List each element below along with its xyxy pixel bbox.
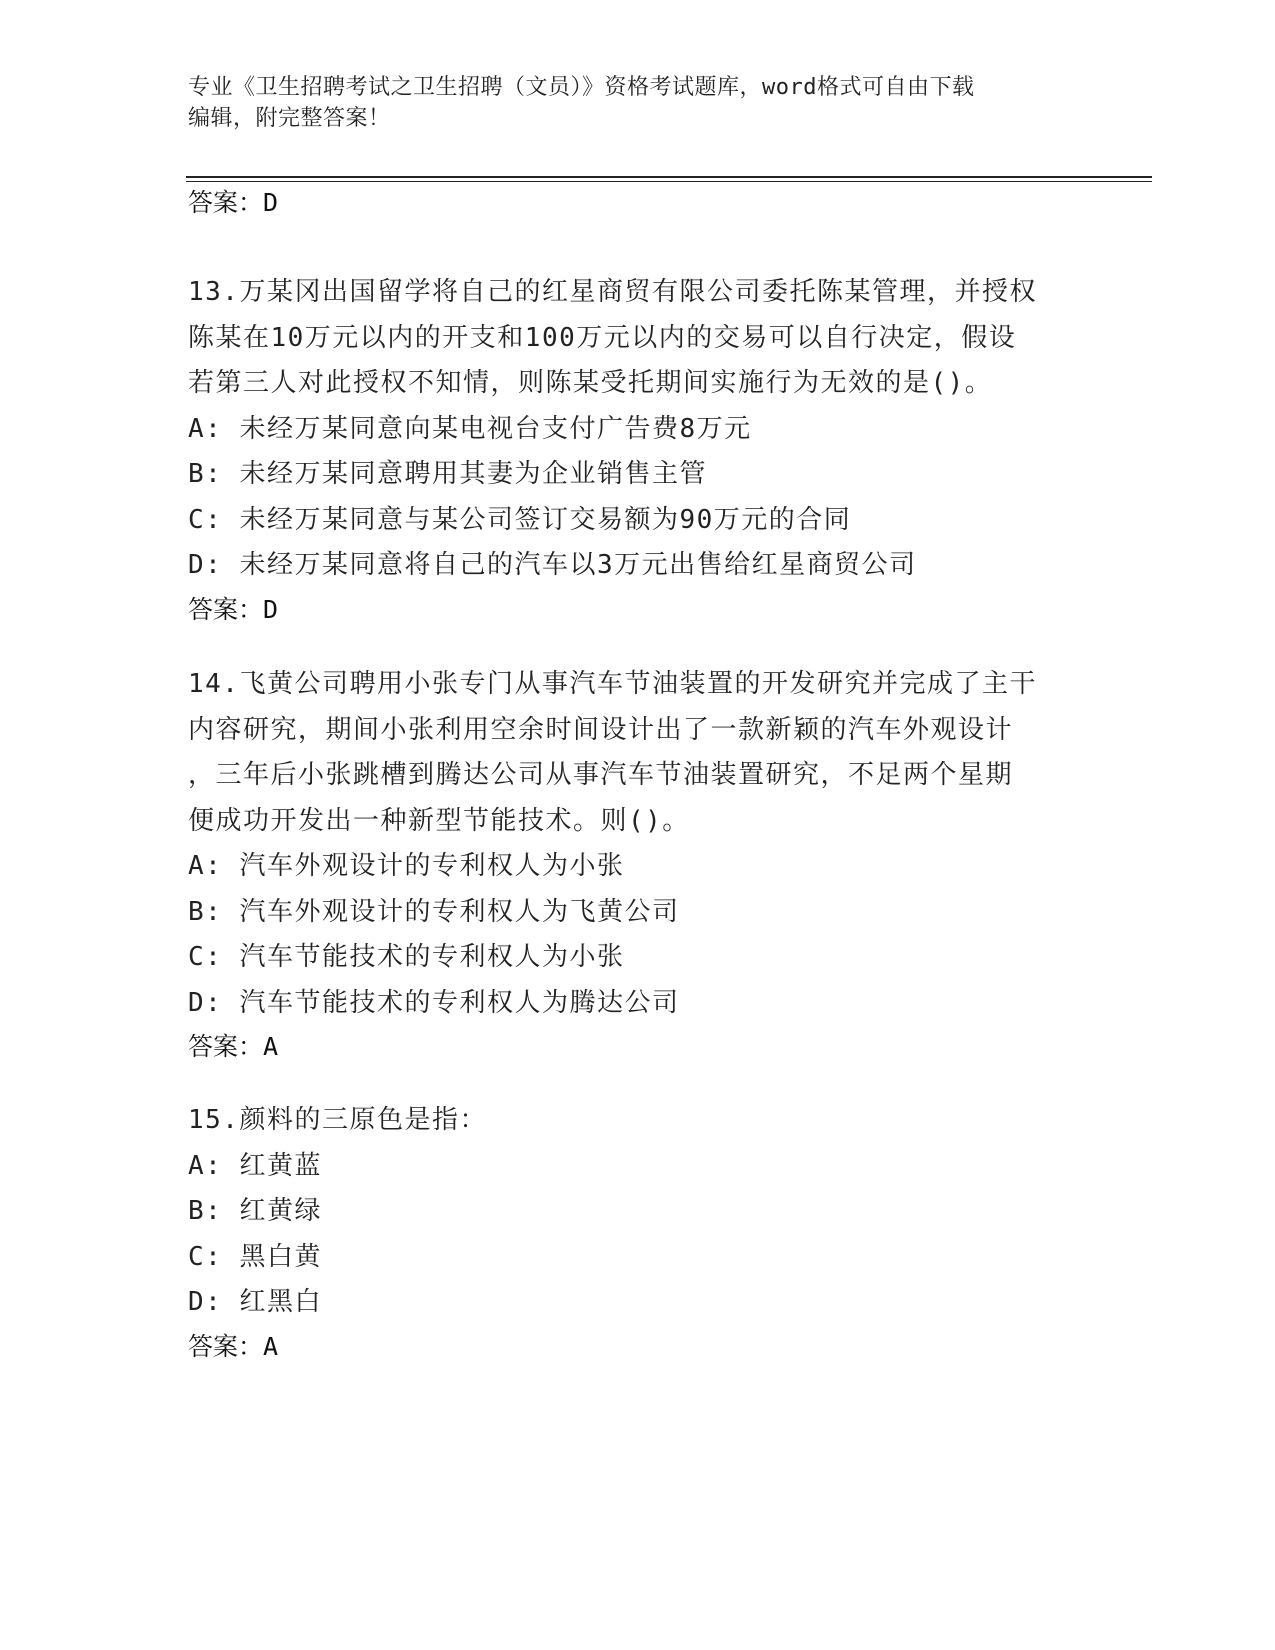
question-14 [188, 662, 1088, 1064]
answer-value: A [263, 1032, 279, 1061]
question-number: 14. [188, 669, 240, 699]
question-number: 15. [188, 1105, 240, 1135]
option-letter: C: [188, 1241, 223, 1272]
option-a [188, 1144, 1088, 1190]
option-letter: D: [188, 987, 223, 1018]
answer-value: D [263, 188, 279, 217]
option-c [188, 1235, 1088, 1281]
answer-value: A [263, 1331, 279, 1361]
option-text: 黑白黄 [239, 1241, 322, 1272]
question-number: 13. [188, 277, 240, 307]
answer-label: 答案： [188, 1032, 264, 1061]
option-c [188, 498, 1088, 544]
answer-label: 答案： [188, 1331, 264, 1361]
option-text: 红黄蓝 [239, 1150, 322, 1181]
option-d [188, 1280, 1088, 1326]
option-text: 未经万某同意将自己的汽车以3万元出售给红星商贸公司 [239, 550, 917, 580]
option-text: 未经万某同意向某电视台支付广告费8万元 [239, 413, 752, 444]
option-letter: D: [188, 1287, 223, 1317]
option-a [188, 844, 1088, 890]
question-text [188, 662, 1088, 844]
option-text: 汽车外观设计的专利权人为小张 [239, 851, 625, 881]
option-b [188, 890, 1088, 936]
question-text [188, 270, 1088, 407]
question-line: 若第三人对此授权不知情，则陈某受托期间实施行为无效的是()。 [188, 368, 993, 398]
option-d [188, 543, 1088, 589]
answer [188, 1030, 1088, 1064]
answer [188, 1330, 1088, 1364]
option-text: 红黑白 [239, 1287, 322, 1317]
option-letter: D: [188, 550, 223, 580]
answer-value: D [263, 594, 279, 624]
answer [188, 593, 1088, 627]
option-text: 汽车节能技术的专利权人为小张 [239, 942, 625, 972]
answer-label: 答案： [188, 188, 264, 217]
option-letter: B: [188, 896, 223, 927]
option-letter: C: [188, 942, 223, 972]
answer-label: 答案： [188, 594, 264, 624]
question-13 [188, 270, 1088, 627]
question-line: 15.颜料的三原色是指： [188, 1105, 487, 1135]
question-line: 14.飞黄公司聘用小张专门从事汽车节油装置的开发研究并完成了主干 [188, 669, 1037, 699]
option-letter: C: [188, 504, 223, 535]
option-c [188, 935, 1088, 981]
header-divider-thick [186, 176, 1152, 178]
question-line: 13.万某冈出国留学将自己的红星商贸有限公司委托陈某管理，并授权 [188, 277, 1037, 307]
header-divider-thin [186, 181, 1152, 182]
option-text: 汽车节能技术的专利权人为腾达公司 [239, 987, 680, 1018]
question-line: 陈某在10万元以内的开支和100万元以内的交易可以自行决定，假设 [188, 322, 1017, 353]
question-line: 便成功开发出一种新型节能技术。则()。 [188, 805, 690, 836]
previous-answer [188, 186, 1088, 220]
option-text: 未经万某同意聘用其妻为企业销售主管 [239, 459, 707, 489]
option-d [188, 981, 1088, 1027]
option-letter: B: [188, 1196, 223, 1226]
option-letter: B: [188, 459, 223, 489]
option-a [188, 407, 1088, 453]
question-text [188, 1098, 1088, 1144]
option-letter: A: [188, 413, 223, 444]
question-line: ，三年后小张跳槽到腾达公司从事汽车节油装置研究，不足两个星期 [188, 760, 1014, 790]
option-text: 未经万某同意与某公司签订交易额为90万元的合同 [239, 504, 852, 535]
option-b [188, 452, 1088, 498]
header-line-2: 编辑，附完整答案！ [188, 106, 391, 131]
option-text: 红黄绿 [239, 1196, 322, 1226]
option-b [188, 1189, 1088, 1235]
document-header [188, 72, 1068, 134]
option-letter: A: [188, 1150, 223, 1181]
question-15 [188, 1098, 1088, 1364]
option-letter: A: [188, 851, 223, 881]
question-line: 内容研究，期间小张利用空余时间设计出了一款新颖的汽车外观设计 [188, 714, 1014, 745]
option-text: 汽车外观设计的专利权人为飞黄公司 [239, 896, 680, 927]
header-line-1: 专业《卫生招聘考试之卫生招聘（文员）》资格考试题库，word格式可自由下载 [188, 75, 975, 100]
